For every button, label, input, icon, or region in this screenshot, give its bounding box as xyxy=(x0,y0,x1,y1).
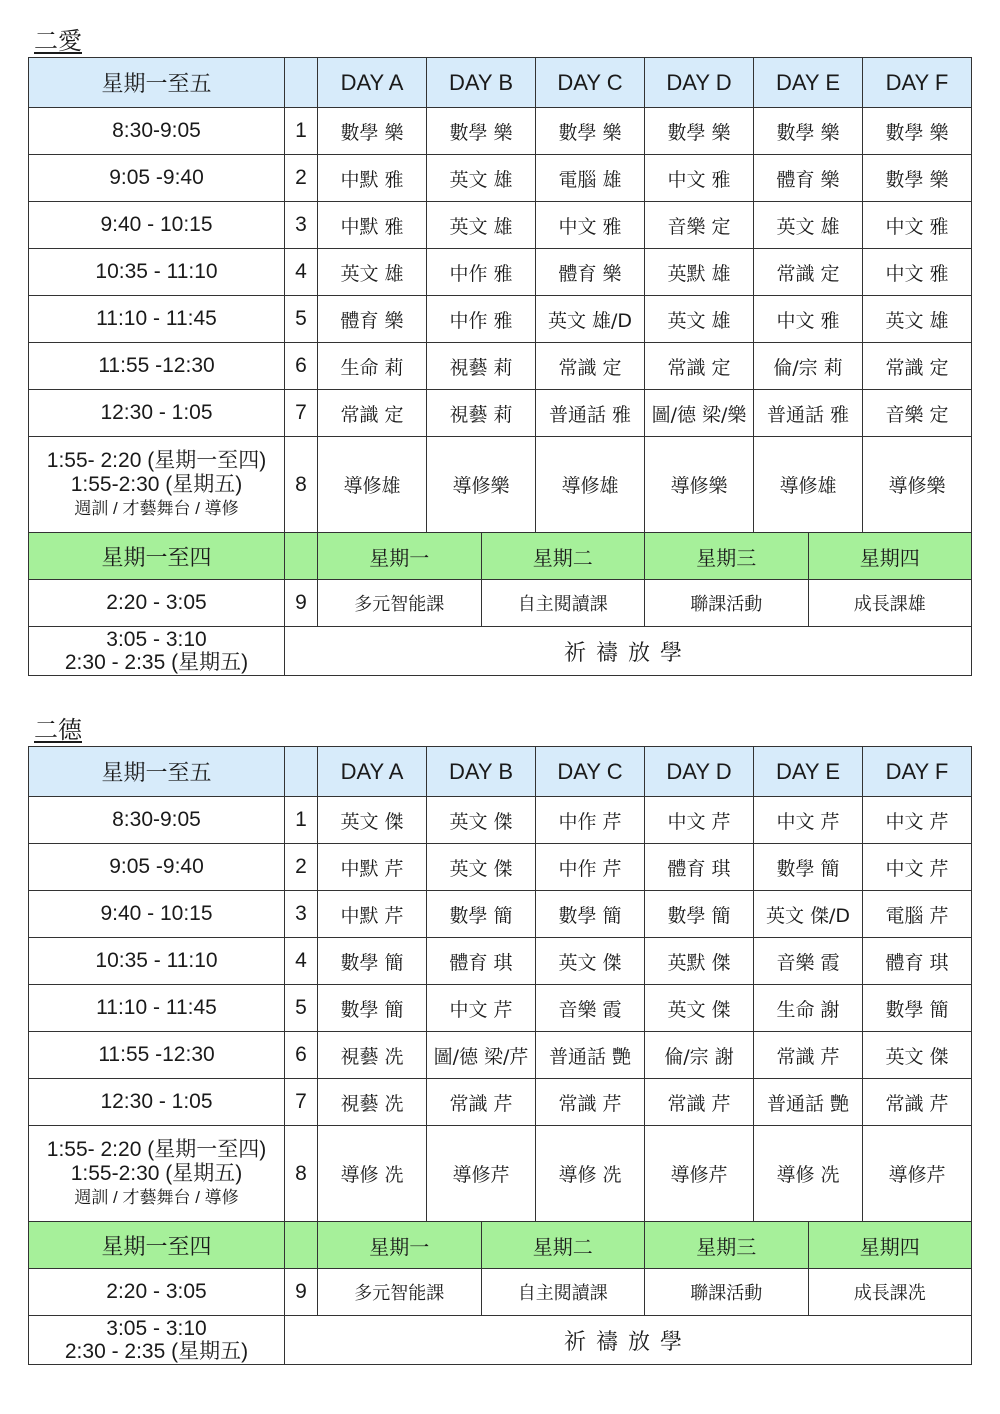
period-number: 4 xyxy=(285,249,318,296)
lesson-cell: 數學 樂 xyxy=(863,155,972,202)
period-time: 9:05 -9:40 xyxy=(29,844,285,891)
period-row xyxy=(29,249,972,296)
lesson-cell: 中文 雅 xyxy=(754,296,863,343)
lesson-cell: 中文 芹 xyxy=(863,797,972,844)
period-number: 2 xyxy=(285,844,318,891)
period-row xyxy=(29,1269,972,1316)
lesson-cell: 圖/德 梁/芹 xyxy=(427,1032,536,1079)
day-header: DAY A xyxy=(318,58,427,108)
header-label: 星期一至五 xyxy=(29,58,285,108)
period-number: 2 xyxy=(285,155,318,202)
lesson-cell: 常識 芹 xyxy=(427,1079,536,1126)
lesson-cell: 音樂 霞 xyxy=(754,938,863,985)
period-number: 5 xyxy=(285,296,318,343)
lesson-cell: 數學 簡 xyxy=(536,891,645,938)
class-title: 二愛 xyxy=(34,27,82,55)
period-row xyxy=(29,108,972,155)
lesson-cell: 數學 樂 xyxy=(536,108,645,155)
lesson-cell: 中默 芹 xyxy=(318,891,427,938)
period-time: 9:05 -9:40 xyxy=(29,155,285,202)
lesson-cell: 英文 雄 xyxy=(754,202,863,249)
period-number: 6 xyxy=(285,343,318,390)
period-number: 8 xyxy=(285,1126,318,1222)
lesson-cell: 視藝 冼 xyxy=(318,1032,427,1079)
header-row xyxy=(29,58,972,108)
lesson-cell: 常識 芹 xyxy=(863,1079,972,1126)
lesson-cell: 英文 傑 xyxy=(318,797,427,844)
lesson-cell: 數學 樂 xyxy=(427,108,536,155)
period-row xyxy=(29,437,972,533)
weekday-label: 星期三 xyxy=(644,533,808,579)
day-header: DAY B xyxy=(427,58,536,108)
lesson-cell: 中默 雅 xyxy=(318,155,427,202)
lesson-cell: 英默 雄 xyxy=(645,249,754,296)
activity-group xyxy=(318,1269,972,1316)
day-header: DAY F xyxy=(863,58,972,108)
lesson-cell: 數學 樂 xyxy=(754,108,863,155)
day-header: DAY D xyxy=(645,747,754,797)
lesson-cell: 導修樂 xyxy=(863,437,972,533)
weekday-label: 星期三 xyxy=(644,1222,808,1268)
lesson-cell: 常識 定 xyxy=(318,390,427,437)
lesson-cell: 中作 雅 xyxy=(427,249,536,296)
day-header: DAY A xyxy=(318,747,427,797)
dismissal-row xyxy=(29,627,972,676)
period-number: 1 xyxy=(285,108,318,155)
period-time xyxy=(29,437,285,533)
activity-strip xyxy=(318,580,971,626)
week-label: 星期一至四 xyxy=(29,533,285,580)
weekday-group xyxy=(318,533,972,580)
period-row xyxy=(29,1032,972,1079)
lesson-cell: 導修 冼 xyxy=(318,1126,427,1222)
timetable-table xyxy=(28,746,972,1365)
period-time: 10:35 - 11:10 xyxy=(29,938,285,985)
lesson-cell: 普通話 艷 xyxy=(754,1079,863,1126)
period-time: 2:20 - 3:05 xyxy=(29,1269,285,1316)
class-title: 二德 xyxy=(34,716,82,744)
lesson-cell: 中文 芹 xyxy=(645,797,754,844)
lesson-cell: 導修雄 xyxy=(754,437,863,533)
time-line: 3:05 - 3:10 xyxy=(106,1317,207,1340)
period-time xyxy=(29,1126,285,1222)
period-time: 2:20 - 3:05 xyxy=(29,580,285,627)
period-row xyxy=(29,343,972,390)
header-num-cell xyxy=(285,58,318,108)
weekday-header-row xyxy=(29,533,972,580)
period-row xyxy=(29,1079,972,1126)
header-label: 星期一至五 xyxy=(29,747,285,797)
lesson-cell: 中文 雅 xyxy=(536,202,645,249)
time-line: 2:30 - 2:35 (星期五) xyxy=(64,1340,249,1363)
lesson-cell: 英默 傑 xyxy=(645,938,754,985)
lesson-cell: 倫/宗 謝 xyxy=(645,1032,754,1079)
lesson-cell: 英文 傑 xyxy=(427,797,536,844)
period-time: 10:35 - 11:10 xyxy=(29,249,285,296)
lesson-cell: 普通話 雅 xyxy=(536,390,645,437)
period-row xyxy=(29,202,972,249)
weekday-label: 星期一 xyxy=(369,1234,430,1259)
time-note: 週訓 / 才藝舞台 / 導修 xyxy=(74,498,239,518)
activity-strip xyxy=(318,1269,971,1315)
period-time: 11:55 -12:30 xyxy=(29,343,285,390)
dismissal-time xyxy=(29,627,285,676)
lesson-cell: 導修芹 xyxy=(645,1126,754,1222)
weekday-strip xyxy=(318,1222,971,1268)
lesson-cell: 視藝 莉 xyxy=(427,343,536,390)
lesson-cell: 體育 琪 xyxy=(427,938,536,985)
lesson-cell: 體育 樂 xyxy=(754,155,863,202)
day-header: DAY B xyxy=(427,747,536,797)
weekday-strip xyxy=(318,533,971,579)
weekday-label: 星期四 xyxy=(808,533,972,579)
period-number: 3 xyxy=(285,202,318,249)
lesson-cell: 英文 雄/D xyxy=(536,296,645,343)
week-label: 星期一至四 xyxy=(29,1222,285,1269)
activity-label: 聯課活動 xyxy=(644,580,808,626)
lesson-cell: 導修 冼 xyxy=(536,1126,645,1222)
lesson-cell: 英文 雄 xyxy=(318,249,427,296)
lesson-cell: 生命 莉 xyxy=(318,343,427,390)
day-header: DAY F xyxy=(863,747,972,797)
lesson-cell: 英文 傑 xyxy=(536,938,645,985)
lesson-cell: 中文 雅 xyxy=(863,202,972,249)
period-time: 8:30-9:05 xyxy=(29,797,285,844)
period-row xyxy=(29,797,972,844)
period-number: 8 xyxy=(285,437,318,533)
weekday-header-row xyxy=(29,1222,972,1269)
activity-group xyxy=(318,580,972,627)
activity-label: 成長課雄 xyxy=(808,580,972,626)
header-num-cell xyxy=(285,533,318,580)
period-number: 3 xyxy=(285,891,318,938)
lesson-cell: 導修雄 xyxy=(318,437,427,533)
lesson-cell: 電腦 芹 xyxy=(863,891,972,938)
lesson-cell: 常識 定 xyxy=(645,343,754,390)
period-number: 7 xyxy=(285,390,318,437)
lesson-cell: 體育 琪 xyxy=(645,844,754,891)
period-row xyxy=(29,155,972,202)
lesson-cell: 體育 樂 xyxy=(536,249,645,296)
lesson-cell: 英文 雄 xyxy=(645,296,754,343)
weekday-label: 星期一 xyxy=(369,545,430,570)
lesson-cell: 視藝 冼 xyxy=(318,1079,427,1126)
period-number: 5 xyxy=(285,985,318,1032)
activity-label: 自主閱讀課 xyxy=(481,580,645,626)
lesson-cell: 中文 芹 xyxy=(754,797,863,844)
lesson-cell: 數學 簡 xyxy=(318,985,427,1032)
period-row xyxy=(29,891,972,938)
weekday-label: 星期二 xyxy=(481,533,645,579)
day-header: DAY C xyxy=(536,747,645,797)
lesson-cell: 中文 芹 xyxy=(863,844,972,891)
header-num-cell xyxy=(285,1222,318,1269)
lesson-cell: 導修 冼 xyxy=(754,1126,863,1222)
period-time: 9:40 - 10:15 xyxy=(29,202,285,249)
lesson-cell: 數學 簡 xyxy=(427,891,536,938)
period-row xyxy=(29,580,972,627)
lesson-cell: 英文 傑 xyxy=(645,985,754,1032)
lesson-cell: 數學 簡 xyxy=(754,844,863,891)
period-time: 11:55 -12:30 xyxy=(29,1032,285,1079)
lesson-cell: 常識 芹 xyxy=(536,1079,645,1126)
period-time: 12:30 - 1:05 xyxy=(29,390,285,437)
day-header: DAY C xyxy=(536,58,645,108)
weekday-label: 星期二 xyxy=(481,1222,645,1268)
time-line: 3:05 - 3:10 xyxy=(106,628,207,651)
activity-label: 多元智能課 xyxy=(354,1283,445,1303)
lesson-cell: 數學 樂 xyxy=(863,108,972,155)
weekday-group xyxy=(318,1222,972,1269)
lesson-cell: 中作 芹 xyxy=(536,844,645,891)
period-row xyxy=(29,390,972,437)
lesson-cell: 音樂 霞 xyxy=(536,985,645,1032)
day-header: DAY E xyxy=(754,58,863,108)
day-header: DAY E xyxy=(754,747,863,797)
time-line: 1:55- 2:20 (星期一至四) xyxy=(46,448,267,472)
period-row xyxy=(29,844,972,891)
lesson-cell: 圖/德 梁/樂 xyxy=(645,390,754,437)
period-row xyxy=(29,985,972,1032)
dismissal-text: 祈禱放學 xyxy=(285,627,972,676)
period-time: 11:10 - 11:45 xyxy=(29,296,285,343)
time-line: 1:55- 2:20 (星期一至四) xyxy=(46,1137,267,1161)
lesson-cell: 英文 傑/D xyxy=(754,891,863,938)
period-number: 7 xyxy=(285,1079,318,1126)
lesson-cell: 中文 芹 xyxy=(427,985,536,1032)
lesson-cell: 數學 簡 xyxy=(863,985,972,1032)
dismissal-text: 祈禱放學 xyxy=(285,1316,972,1365)
lesson-cell: 音樂 定 xyxy=(645,202,754,249)
lesson-cell: 電腦 雄 xyxy=(536,155,645,202)
period-number: 6 xyxy=(285,1032,318,1079)
lesson-cell: 中文 雅 xyxy=(863,249,972,296)
lesson-cell: 音樂 定 xyxy=(863,390,972,437)
day-header: DAY D xyxy=(645,58,754,108)
lesson-cell: 常識 芹 xyxy=(645,1079,754,1126)
lesson-cell: 英文 傑 xyxy=(863,1032,972,1079)
lesson-cell: 英文 雄 xyxy=(863,296,972,343)
lesson-cell: 導修樂 xyxy=(427,437,536,533)
period-number: 1 xyxy=(285,797,318,844)
activity-label: 成長課冼 xyxy=(808,1269,972,1315)
lesson-cell: 常識 定 xyxy=(863,343,972,390)
lesson-cell: 數學 樂 xyxy=(645,108,754,155)
period-row xyxy=(29,1126,972,1222)
period-time: 12:30 - 1:05 xyxy=(29,1079,285,1126)
lesson-cell: 中作 芹 xyxy=(536,797,645,844)
dismissal-time xyxy=(29,1316,285,1365)
lesson-cell: 生命 謝 xyxy=(754,985,863,1032)
lesson-cell: 常識 定 xyxy=(536,343,645,390)
period-row xyxy=(29,938,972,985)
lesson-cell: 導修樂 xyxy=(645,437,754,533)
activity-label: 聯課活動 xyxy=(644,1269,808,1315)
lesson-cell: 常識 定 xyxy=(754,249,863,296)
lesson-cell: 數學 簡 xyxy=(645,891,754,938)
lesson-cell: 中默 芹 xyxy=(318,844,427,891)
lesson-cell: 普通話 艷 xyxy=(536,1032,645,1079)
lesson-cell: 英文 雄 xyxy=(427,202,536,249)
period-row xyxy=(29,296,972,343)
lesson-cell: 導修芹 xyxy=(427,1126,536,1222)
weekday-label: 星期四 xyxy=(808,1222,972,1268)
lesson-cell: 導修芹 xyxy=(863,1126,972,1222)
time-line: 1:55-2:30 (星期五) xyxy=(70,1161,243,1185)
period-number: 4 xyxy=(285,938,318,985)
lesson-cell: 普通話 雅 xyxy=(754,390,863,437)
lesson-cell: 導修雄 xyxy=(536,437,645,533)
lesson-cell: 體育 樂 xyxy=(318,296,427,343)
lesson-cell: 英文 傑 xyxy=(427,844,536,891)
lesson-cell: 中文 雅 xyxy=(645,155,754,202)
period-number: 9 xyxy=(285,580,318,627)
lesson-cell: 體育 琪 xyxy=(863,938,972,985)
activity-label: 自主閱讀課 xyxy=(481,1269,645,1315)
period-number: 9 xyxy=(285,1269,318,1316)
lesson-cell: 數學 樂 xyxy=(318,108,427,155)
lesson-cell: 常識 芹 xyxy=(754,1032,863,1079)
time-line: 1:55-2:30 (星期五) xyxy=(70,472,243,496)
dismissal-row xyxy=(29,1316,972,1365)
time-note: 週訓 / 才藝舞台 / 導修 xyxy=(74,1187,239,1207)
lesson-cell: 中默 雅 xyxy=(318,202,427,249)
lesson-cell: 數學 簡 xyxy=(318,938,427,985)
lesson-cell: 視藝 莉 xyxy=(427,390,536,437)
period-time: 9:40 - 10:15 xyxy=(29,891,285,938)
header-num-cell xyxy=(285,747,318,797)
lesson-cell: 中作 雅 xyxy=(427,296,536,343)
activity-label: 多元智能課 xyxy=(354,594,445,614)
header-row xyxy=(29,747,972,797)
timetable-table xyxy=(28,57,972,676)
lesson-cell: 倫/宗 莉 xyxy=(754,343,863,390)
lesson-cell: 英文 雄 xyxy=(427,155,536,202)
time-line: 2:30 - 2:35 (星期五) xyxy=(64,651,249,674)
period-time: 8:30-9:05 xyxy=(29,108,285,155)
period-time: 11:10 - 11:45 xyxy=(29,985,285,1032)
